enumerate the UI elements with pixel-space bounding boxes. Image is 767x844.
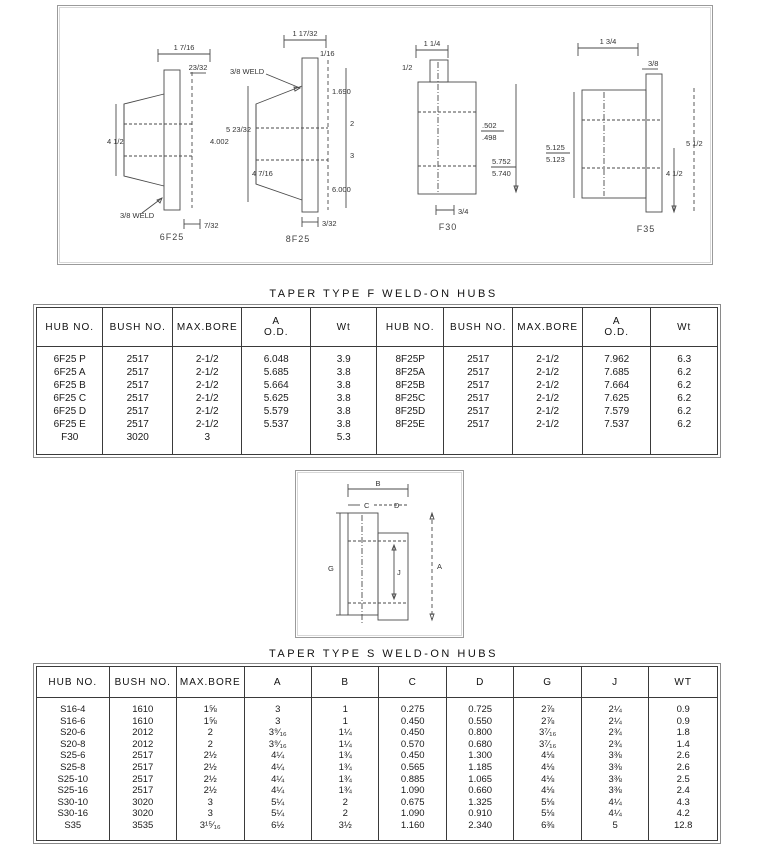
col-header-a-od [242, 308, 311, 347]
table-cell: F30 [61, 432, 79, 443]
dim-label: 1 3/4 [599, 37, 617, 46]
table-cell: S25-16 [57, 785, 89, 797]
table-cell: 3 [177, 808, 244, 820]
dim-label: C [364, 501, 370, 510]
table-cell: 2½ [177, 762, 244, 774]
drawing-s-type [300, 475, 458, 631]
table-cell: 3 [172, 431, 242, 455]
table-cell: 2.5 [649, 774, 718, 786]
table-cell: 0.680 [446, 739, 513, 751]
table-cell: 1.300 [446, 750, 513, 762]
table-cell: 5.664 [242, 379, 311, 392]
dim-label: 5.740 [492, 169, 511, 178]
table-cell: 2517 [443, 405, 513, 418]
s-hub-figure-panel [295, 470, 464, 638]
dim-label: 6.000 [332, 185, 351, 194]
table-s-header-row [37, 667, 718, 698]
table-cell: 5 [581, 820, 648, 840]
table-cell: 8F25E [377, 418, 443, 431]
dim-label: 1/16 [320, 49, 335, 58]
table-cell: 2⅞ [514, 698, 581, 716]
table-cell: 2¾ [581, 739, 648, 751]
table-cell: 5.625 [242, 392, 311, 405]
table-cell: 0.800 [446, 727, 513, 739]
dim-label: 3/8 [648, 59, 659, 68]
table-cell: 6F25 E [53, 419, 86, 430]
table-cell: 3020 [109, 797, 176, 809]
col-header-max-bore: MAX.BORE [513, 308, 583, 347]
drawing-f35 [546, 28, 708, 238]
table-cell: 2517 [103, 366, 173, 379]
table-cell: S25-6 [60, 750, 86, 762]
col-header-hub-no: HUB NO. [377, 308, 443, 347]
table-cell: 4⅛ [514, 785, 581, 797]
table-cell: 1¼ [311, 739, 378, 751]
table-cell: S25-8 [60, 761, 86, 773]
col-header-a: A [612, 316, 621, 327]
table-cell: 0.660 [446, 785, 513, 797]
table-cell: 0.9 [649, 716, 718, 728]
dim-label: 7/32 [204, 221, 219, 230]
table-cell: 2¼ [581, 698, 648, 716]
table-row [37, 347, 718, 367]
table-cell: 3 [244, 716, 311, 728]
table-f-header-row [37, 308, 718, 347]
table-cell: 2 [177, 739, 244, 751]
table-cell: 2-1/2 [513, 366, 583, 379]
table-cell: 6F25 D [53, 406, 87, 417]
table-cell: 5⅛ [514, 797, 581, 809]
table-cell: S30-10 [57, 796, 89, 808]
table-cell: 3.8 [310, 405, 376, 418]
table-cell: 2 [177, 727, 244, 739]
table-cell: 2-1/2 [513, 405, 583, 418]
table-cell: 4¼ [244, 750, 311, 762]
table-cell: 6.2 [651, 405, 718, 418]
col-header-bush-no: BUSH NO. [109, 667, 176, 698]
table-row [37, 785, 718, 797]
table-cell: 2517 [103, 347, 173, 367]
col-header-max-bore: MAX.BORE [172, 308, 242, 347]
dim-label: 23/32 [188, 63, 208, 72]
table-cell: 2012 [109, 739, 176, 751]
table-cell: 6.2 [651, 379, 718, 392]
table-cell: 3⁷⁄₁₆ [514, 739, 581, 751]
table-cell: 0.450 [379, 727, 446, 739]
table-cell: 2.340 [446, 820, 513, 840]
table-row [37, 762, 718, 774]
table-row [37, 431, 718, 455]
table-cell: 5⅛ [514, 808, 581, 820]
dim-label: J [397, 568, 401, 577]
dim-label: 5.752 [492, 157, 511, 166]
dim-label: D [394, 501, 400, 510]
table-cell: 8F25P [377, 347, 443, 367]
table-cell: 8F25B [377, 379, 443, 392]
table-row [37, 366, 718, 379]
table-cell: 4⅛ [514, 750, 581, 762]
table-row [37, 379, 718, 392]
table-cell: 0.675 [379, 797, 446, 809]
table-cell: 0.450 [379, 716, 446, 728]
table-cell: 0.275 [379, 698, 446, 716]
col-header-hub-no: HUB NO. [37, 308, 103, 347]
table-cell [651, 431, 718, 455]
dim-label: 1 7/16 [173, 43, 195, 52]
table-cell: 3⅜ [581, 750, 648, 762]
table-cell: 1.160 [379, 820, 446, 840]
table-cell: 1¾ [311, 762, 378, 774]
table-cell: 5¼ [244, 808, 311, 820]
table-cell: S16-6 [60, 715, 86, 727]
table-cell: 4⅛ [514, 774, 581, 786]
table-cell: 6.2 [651, 418, 718, 431]
table-row [37, 698, 718, 716]
dim-label: 5 1/2 [686, 139, 703, 148]
table-cell: 2 [311, 808, 378, 820]
table-cell: 2.6 [649, 750, 718, 762]
table-cell: 2517 [443, 347, 513, 367]
dim-label: 5.123 [546, 155, 565, 164]
dim-label: B [375, 479, 381, 488]
table-cell: 0.570 [379, 739, 446, 751]
table-cell: 4¼ [244, 774, 311, 786]
table-cell: 6F25 C [53, 393, 87, 404]
table-cell: 7.664 [582, 379, 651, 392]
table-cell: 0.550 [446, 716, 513, 728]
col-header-max-bore: MAX.BORE [177, 667, 244, 698]
table-row [37, 808, 718, 820]
table-cell: 0.9 [649, 698, 718, 716]
table-cell: 3.8 [310, 379, 376, 392]
table-cell: 2 [311, 797, 378, 809]
table-cell: 4.2 [649, 808, 718, 820]
drawing-caption: F35 [636, 224, 656, 234]
table-cell: 2-1/2 [513, 347, 583, 367]
table-cell: 3 [177, 797, 244, 809]
table-cell [513, 431, 583, 455]
table-cell: 2¾ [581, 727, 648, 739]
table-row [37, 392, 718, 405]
dim-label: 4 1/2 [107, 137, 124, 146]
table-cell: 12.8 [649, 820, 718, 840]
table-cell: 5.3 [310, 431, 376, 455]
table-cell: 1.325 [446, 797, 513, 809]
table-cell: 3020 [109, 808, 176, 820]
table-cell: 0.725 [446, 698, 513, 716]
dim-label: A [437, 562, 443, 571]
table-cell: 2517 [109, 774, 176, 786]
table-cell: 6.2 [651, 392, 718, 405]
table-cell: 7.579 [582, 405, 651, 418]
table-cell: 0.885 [379, 774, 446, 786]
table-cell: 1.090 [379, 808, 446, 820]
table-cell: 3⁷⁄₁₆ [514, 727, 581, 739]
table-cell: 2½ [177, 750, 244, 762]
table-cell: 2517 [443, 366, 513, 379]
table-cell: 4.3 [649, 797, 718, 809]
table-cell: 4¼ [244, 785, 311, 797]
table-cell: 0.565 [379, 762, 446, 774]
col-header-b: B [311, 667, 378, 698]
table-cell: 0.450 [379, 750, 446, 762]
table-row [37, 820, 718, 840]
table-cell: 1.090 [379, 785, 446, 797]
table-cell: 1 [311, 698, 378, 716]
table-s-body [37, 698, 718, 841]
col-header-a-od [582, 308, 651, 347]
table-cell: 2517 [103, 379, 173, 392]
table-cell [582, 431, 651, 455]
table-cell: 3 [244, 698, 311, 716]
table-cell: 3.8 [310, 392, 376, 405]
drawing-caption: 6F25 [159, 232, 185, 242]
table-cell: 2517 [109, 750, 176, 762]
col-header-hub-no: HUB NO. [37, 667, 110, 698]
table-cell: 3⅜ [581, 785, 648, 797]
table-cell: 2-1/2 [172, 418, 242, 431]
col-header-c: C [379, 667, 446, 698]
table-cell: 2517 [443, 379, 513, 392]
table-cell: 2517 [109, 762, 176, 774]
table-cell: 3⁹⁄₁₆ [244, 727, 311, 739]
table-cell [242, 431, 311, 455]
table-cell: 4¼ [581, 808, 648, 820]
table-cell: 3⅜ [581, 762, 648, 774]
table-cell: 3535 [109, 820, 176, 840]
table-cell: 7.625 [582, 392, 651, 405]
table-cell: 6.3 [651, 347, 718, 367]
table-cell: 7.537 [582, 418, 651, 431]
table-cell: 6F25 P [53, 354, 86, 365]
weld-note-label: 3/8 WELD [120, 211, 155, 220]
table-row [37, 716, 718, 728]
table-cell: 1.4 [649, 739, 718, 751]
table-cell: 1¼ [311, 727, 378, 739]
dim-label: 4 1/2 [666, 169, 683, 178]
table-cell: 6.048 [242, 347, 311, 367]
table-cell: 4¼ [581, 797, 648, 809]
table-cell: 5.579 [242, 405, 311, 418]
table-cell: 2¼ [581, 716, 648, 728]
table-cell: 8F25D [377, 405, 443, 418]
table-cell: S16-4 [60, 704, 86, 715]
dim-label: 1 1/4 [423, 39, 441, 48]
col-header-g: G [514, 667, 581, 698]
table-cell: 1.8 [649, 727, 718, 739]
col-header-wt: WT [649, 667, 718, 698]
table-cell: 1.065 [446, 774, 513, 786]
dim-label: 3 [350, 151, 355, 160]
table-cell: 2-1/2 [513, 379, 583, 392]
table-cell: 1610 [109, 698, 176, 716]
table-cell: 2-1/2 [172, 379, 242, 392]
table-cell: 2517 [443, 392, 513, 405]
dim-label: 1/2 [402, 63, 413, 72]
dim-label: 2 [350, 119, 355, 128]
table-cell: 5¼ [244, 797, 311, 809]
table-cell: 2012 [109, 727, 176, 739]
table-row [37, 405, 718, 418]
col-header-bush-no: BUSH NO. [103, 308, 173, 347]
table-cell: 4⅛ [514, 762, 581, 774]
col-header-wt: Wt [310, 308, 376, 347]
table-cell: 6F25 A [53, 367, 86, 378]
col-header-d: D [446, 667, 513, 698]
table-cell: 6.2 [651, 366, 718, 379]
f-hubs-figure-panel [57, 5, 713, 265]
table-cell: 2-1/2 [172, 392, 242, 405]
col-header-a: A [272, 316, 281, 327]
table-cell: 2517 [103, 392, 173, 405]
table-cell: 2½ [177, 785, 244, 797]
table-cell: 5.685 [242, 366, 311, 379]
table-cell: 8F25A [377, 366, 443, 379]
table-cell: 2⅞ [514, 716, 581, 728]
drawing-f30 [396, 28, 536, 238]
dim-label: .498 [482, 133, 497, 142]
table-f [33, 304, 721, 458]
table-cell [377, 431, 443, 455]
dim-label: 4 7/16 [252, 169, 273, 178]
table-cell: 3020 [103, 431, 173, 455]
dim-label: 1 17/32 [292, 29, 318, 38]
table-cell: 1⅝ [177, 716, 244, 728]
table-cell: 3.9 [310, 347, 376, 367]
table-cell: 2517 [443, 418, 513, 431]
table-cell: 7.962 [582, 347, 651, 367]
drawing-caption: F30 [438, 222, 458, 232]
table-row [37, 750, 718, 762]
table-row [37, 774, 718, 786]
table-cell: 4¼ [244, 762, 311, 774]
table-cell: S35 [64, 819, 82, 831]
dim-label: 3/4 [458, 207, 469, 216]
table-cell: 3¹⁵⁄₁₆ [177, 820, 244, 840]
dim-label: 5 23/32 [226, 125, 252, 134]
table-cell [443, 431, 513, 455]
table-cell: 2517 [103, 405, 173, 418]
table-cell: 1⅝ [177, 698, 244, 716]
weld-note-label: 3/8 WELD [230, 67, 265, 76]
table-cell: 6⅜ [514, 820, 581, 840]
table-cell: 7.685 [582, 366, 651, 379]
table-cell: 2517 [109, 785, 176, 797]
table-cell: 3⁹⁄₁₆ [244, 739, 311, 751]
table-cell: 2½ [177, 774, 244, 786]
col-header-j: J [581, 667, 648, 698]
table-cell: S25-10 [57, 773, 89, 785]
table-cell: 6F25 B [53, 380, 86, 391]
col-header-od: O.D. [604, 327, 629, 338]
drawing-caption: 8F25 [285, 234, 311, 244]
table-cell: 2.4 [649, 785, 718, 797]
table-cell: 2-1/2 [513, 392, 583, 405]
table-cell: 2-1/2 [172, 405, 242, 418]
col-header-wt: Wt [651, 308, 718, 347]
table-f-title: TAPER TYPE F WELD-ON HUBS [269, 288, 498, 300]
dim-label: 3/32 [322, 219, 337, 228]
dim-label: 1.690 [332, 87, 351, 96]
table-row [37, 739, 718, 751]
table-cell: S20-8 [60, 738, 86, 750]
table-s-title: TAPER TYPE S WELD-ON HUBS [269, 648, 498, 660]
table-cell: 3.8 [310, 418, 376, 431]
col-header-od: O.D. [263, 327, 289, 338]
dim-label: .502 [482, 121, 497, 130]
table-row [37, 727, 718, 739]
dim-label: G [328, 564, 334, 573]
col-header-a: A [244, 667, 311, 698]
table-cell: 6½ [244, 820, 311, 840]
table-cell: 2.6 [649, 762, 718, 774]
table-cell: 0.910 [446, 808, 513, 820]
table-cell: 3½ [311, 820, 378, 840]
table-cell: 3.8 [310, 366, 376, 379]
table-cell: 2517 [103, 418, 173, 431]
dim-label: 4.002 [210, 137, 229, 146]
table-cell: 8F25C [377, 392, 443, 405]
table-cell: S20-6 [60, 727, 86, 739]
col-header-bush-no: BUSH NO. [443, 308, 513, 347]
table-s [33, 663, 721, 844]
table-row [37, 797, 718, 809]
table-cell: 2-1/2 [513, 418, 583, 431]
table-cell: 1¾ [311, 750, 378, 762]
table-cell: 1¾ [311, 774, 378, 786]
table-cell: 2-1/2 [172, 366, 242, 379]
drawing-8f25 [226, 24, 376, 246]
table-cell: S30-16 [57, 808, 89, 820]
table-cell: 5.537 [242, 418, 311, 431]
table-cell: 1¾ [311, 785, 378, 797]
table-cell: 2-1/2 [172, 347, 242, 367]
table-row [37, 418, 718, 431]
table-cell: 1610 [109, 716, 176, 728]
table-cell: 3⅜ [581, 774, 648, 786]
dim-label: 5.125 [546, 143, 565, 152]
table-f-body [37, 347, 718, 455]
table-cell: 1 [311, 716, 378, 728]
table-cell: 1.185 [446, 762, 513, 774]
